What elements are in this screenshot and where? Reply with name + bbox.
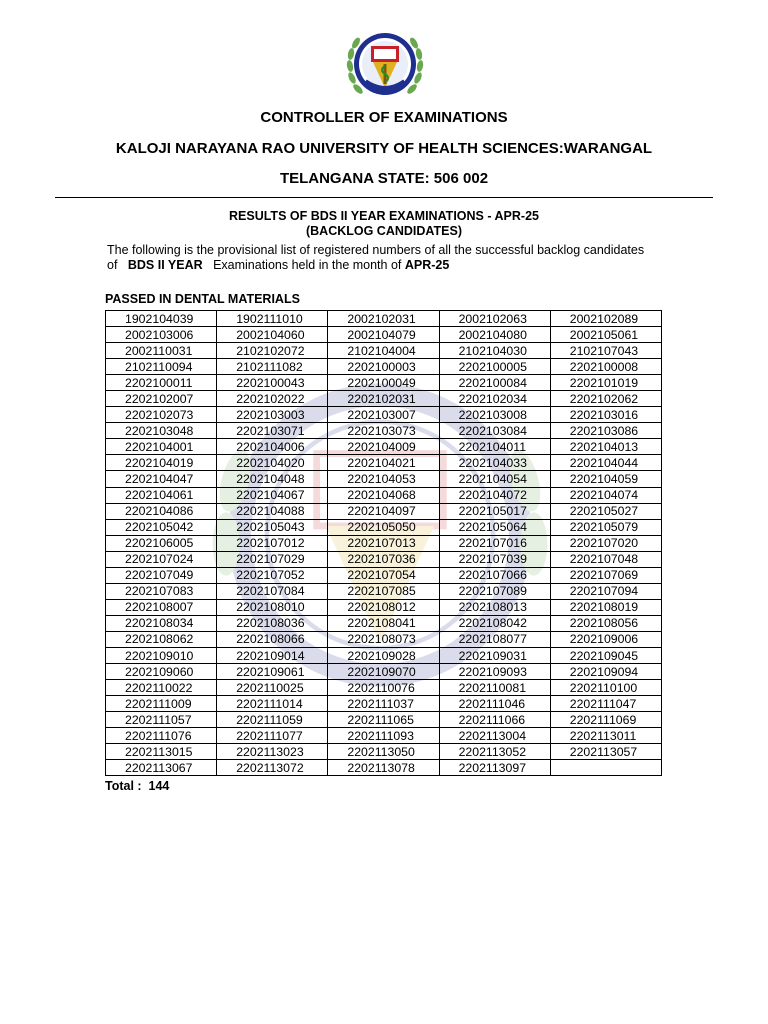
- course-name: BDS II YEAR: [127, 258, 203, 272]
- table-row: [106, 680, 662, 696]
- table-row: [106, 712, 662, 728]
- registration-number-cell: 2202110100: [550, 680, 661, 696]
- registration-number-cell: 2202104068: [328, 487, 439, 503]
- table-row: [106, 664, 662, 680]
- registration-number-cell: 2202104033: [439, 455, 550, 471]
- registration-number-cell: 2202110081: [439, 680, 550, 696]
- registration-number-cell: 2202113097: [439, 760, 550, 776]
- registration-number-cell: 2102111082: [217, 359, 328, 375]
- registration-number-cell: 2202113072: [217, 760, 328, 776]
- table-row: [106, 423, 662, 439]
- registration-number-cell: 2202109006: [550, 631, 661, 647]
- registration-number-cell: 2202105064: [439, 519, 550, 535]
- controller-title: CONTROLLER OF EXAMINATIONS: [260, 109, 508, 126]
- registration-number-cell: 2202108036: [217, 615, 328, 631]
- table-row: [106, 503, 662, 519]
- registration-number-cell: 2202111057: [106, 712, 217, 728]
- registration-number-cell: 2202103007: [328, 407, 439, 423]
- registered-numbers-table: [105, 310, 662, 776]
- table-row: [106, 744, 662, 760]
- registration-number-cell: 2002104080: [439, 327, 550, 343]
- registration-number-cell: 2202109093: [439, 664, 550, 680]
- registration-number-cell: 2002103006: [106, 327, 217, 343]
- registration-number-cell: 2202108042: [439, 615, 550, 631]
- registration-number-cell: 2202108034: [106, 615, 217, 631]
- registration-number-cell: 2202108077: [439, 631, 550, 647]
- registration-number-cell: 2202102062: [550, 391, 661, 407]
- table-row: [106, 696, 662, 712]
- registration-number-cell: 2202107048: [550, 551, 661, 567]
- registration-number-cell: 2202111065: [328, 712, 439, 728]
- registration-number-cell: 2202100049: [328, 375, 439, 391]
- registration-number-cell: 2202108007: [106, 599, 217, 615]
- registration-number-cell: 2202111093: [328, 728, 439, 744]
- table-row: [106, 647, 662, 663]
- registration-number-cell: 2202104019: [106, 455, 217, 471]
- registration-number-cell: 2202104020: [217, 455, 328, 471]
- registration-number-cell: 2102104030: [439, 343, 550, 359]
- table-row: [106, 343, 662, 359]
- registration-number-cell: 2202108013: [439, 599, 550, 615]
- registration-number-cell: 2202111046: [439, 696, 550, 712]
- registration-number-cell: 2202108010: [217, 599, 328, 615]
- registration-number-cell: 2202111069: [550, 712, 661, 728]
- intro-line-1: The following is the provisional list of registered numbers of all the successful backlog candidates: [107, 243, 645, 257]
- registration-number-cell: 2202108019: [550, 599, 661, 615]
- table-row: [106, 311, 662, 327]
- registration-number-cell: 2202105042: [106, 519, 217, 535]
- registration-number-cell: 2202107054: [328, 567, 439, 583]
- table-row: [106, 407, 662, 423]
- registration-number-cell: 2202104086: [106, 503, 217, 519]
- section-title: PASSED IN DENTAL MATERIALS: [105, 292, 300, 306]
- registration-number-cell: 2202110076: [328, 680, 439, 696]
- table-row: [106, 455, 662, 471]
- registration-number-cell: 2002102089: [550, 311, 661, 327]
- registration-number-cell: 2202105079: [550, 519, 661, 535]
- registration-number-cell: 2202102031: [328, 391, 439, 407]
- registration-number-cell: 2202104053: [328, 471, 439, 487]
- registration-number-cell: 2002105061: [550, 327, 661, 343]
- registration-number-cell: 2202100003: [328, 359, 439, 375]
- registration-number-cell: 2002110031: [106, 343, 217, 359]
- registration-number-cell: 2202109045: [550, 647, 661, 663]
- registration-number-cell: 2202107083: [106, 583, 217, 599]
- total-count: [105, 779, 169, 793]
- table-row: [106, 599, 662, 615]
- registration-number-cell: 2202104048: [217, 471, 328, 487]
- registration-number-cell: 2202111037: [328, 696, 439, 712]
- table-row: [106, 728, 662, 744]
- registration-number-cell: 2002102063: [439, 311, 550, 327]
- exam-month: APR-25: [404, 258, 450, 272]
- total-label: Total :: [105, 779, 142, 793]
- table-row: [106, 615, 662, 631]
- registration-number-cell: 2202111077: [217, 728, 328, 744]
- university-seal-logo: [343, 22, 427, 106]
- registration-number-cell: 2202102007: [106, 391, 217, 407]
- table-row: [106, 760, 662, 776]
- registration-number-cell: 2202101019: [550, 375, 661, 391]
- registration-number-cell: 2202100084: [439, 375, 550, 391]
- registration-number-cell: 2002102031: [328, 311, 439, 327]
- registration-number-cell: 2102104004: [328, 343, 439, 359]
- registration-number-cell: 2202105050: [328, 519, 439, 535]
- registration-number-cell: 2202104013: [550, 439, 661, 455]
- table-row: [106, 583, 662, 599]
- registration-number-cell: 2202109070: [328, 664, 439, 680]
- table-row: [106, 359, 662, 375]
- table-row: [106, 519, 662, 535]
- registration-number-cell: 2102102072: [217, 343, 328, 359]
- registration-number-cell: 2202103071: [217, 423, 328, 439]
- table-row: [106, 535, 662, 551]
- registration-number-cell: 2202107052: [217, 567, 328, 583]
- table-row: [106, 391, 662, 407]
- registration-number-cell: 2202100005: [439, 359, 550, 375]
- registration-number-cell: 2202104006: [217, 439, 328, 455]
- registration-number-cell: 2202108066: [217, 631, 328, 647]
- registration-number-cell: 2202113078: [328, 760, 439, 776]
- registration-number-cell: 2202113050: [328, 744, 439, 760]
- registration-number-cell: 2202104088: [217, 503, 328, 519]
- registration-number-cell: 2202104072: [439, 487, 550, 503]
- registration-number-cell: 2202113023: [217, 744, 328, 760]
- registration-number-cell: 2202108012: [328, 599, 439, 615]
- intro-paragraph: [107, 243, 707, 273]
- state-pincode: TELANGANA STATE: 506 002: [279, 170, 489, 187]
- registration-number-cell: 2202104059: [550, 471, 661, 487]
- registration-number-cell: 1902104039: [106, 311, 217, 327]
- registration-number-cell: 2202107089: [439, 583, 550, 599]
- registration-number-cell: 2202102022: [217, 391, 328, 407]
- registration-number-cell: 2202108073: [328, 631, 439, 647]
- registration-number-cell: 2202104097: [328, 503, 439, 519]
- header-divider: [55, 197, 713, 198]
- registration-number-cell: 2202108062: [106, 631, 217, 647]
- registration-number-cell: 2202109010: [106, 647, 217, 663]
- registration-number-cell: 2202113052: [439, 744, 550, 760]
- table-row: [106, 551, 662, 567]
- table-row: [106, 567, 662, 583]
- table-row: [106, 327, 662, 343]
- registration-number-cell: 2202103008: [439, 407, 550, 423]
- registration-number-cell: 2002104079: [328, 327, 439, 343]
- table-row: [106, 631, 662, 647]
- registration-number-cell: 1902111010: [217, 311, 328, 327]
- registration-number-cell: 2202103073: [328, 423, 439, 439]
- registration-number-cell: 2202100008: [550, 359, 661, 375]
- registration-number-cell: 2202107069: [550, 567, 661, 583]
- registration-number-cell: 2202103003: [217, 407, 328, 423]
- total-value: 144: [148, 779, 170, 793]
- registration-number-cell: 2202107084: [217, 583, 328, 599]
- registration-number-cell: 2202107094: [550, 583, 661, 599]
- registration-number-cell: 2202105017: [439, 503, 550, 519]
- registration-number-cell: 2202107012: [217, 535, 328, 551]
- registration-number-cell: 2202109031: [439, 647, 550, 663]
- results-heading: RESULTS OF BDS II YEAR EXAMINATIONS - APR-25: [229, 209, 539, 223]
- registration-number-cell: 2202113015: [106, 744, 217, 760]
- registration-number-cell: 2202104061: [106, 487, 217, 503]
- registration-number-cell: 2202107029: [217, 551, 328, 567]
- registration-number-cell: 2202109061: [217, 664, 328, 680]
- registration-number-cell: 2202107016: [439, 535, 550, 551]
- registration-number-cell: 2202111066: [439, 712, 550, 728]
- registration-number-cell: 2202107085: [328, 583, 439, 599]
- registration-number-cell: 2202104047: [106, 471, 217, 487]
- registration-number-cell: 2202108041: [328, 615, 439, 631]
- registration-number-cell: 2202100043: [217, 375, 328, 391]
- registration-number-cell: 2202104074: [550, 487, 661, 503]
- registration-number-cell: 2202110025: [217, 680, 328, 696]
- registration-number-cell: 2202109014: [217, 647, 328, 663]
- registration-number-cell: 2202104044: [550, 455, 661, 471]
- registration-number-cell: 2202103084: [439, 423, 550, 439]
- registration-number-cell: 2202113004: [439, 728, 550, 744]
- registration-number-cell: [550, 760, 661, 776]
- registration-number-cell: 2202109028: [328, 647, 439, 663]
- intro-of: of: [107, 258, 118, 272]
- table-row: [106, 487, 662, 503]
- registration-number-cell: 2202102073: [106, 407, 217, 423]
- registration-number-cell: 2202107024: [106, 551, 217, 567]
- registration-number-cell: 2202113011: [550, 728, 661, 744]
- registration-number-cell: 2202103086: [550, 423, 661, 439]
- registration-number-cell: 2202111059: [217, 712, 328, 728]
- registration-number-cell: 2202111076: [106, 728, 217, 744]
- registration-number-cell: 2202104009: [328, 439, 439, 455]
- table-row: [106, 375, 662, 391]
- registration-number-cell: 2202100011: [106, 375, 217, 391]
- registration-number-cell: 2202111014: [217, 696, 328, 712]
- registration-number-cell: 2202107066: [439, 567, 550, 583]
- registration-number-cell: 2102110094: [106, 359, 217, 375]
- registration-number-cell: 2202107036: [328, 551, 439, 567]
- registration-number-cell: 2202104011: [439, 439, 550, 455]
- university-name: KALOJI NARAYANA RAO UNIVERSITY OF HEALTH SCIENCES:WARANGAL: [115, 140, 653, 157]
- registration-number-cell: 2202104067: [217, 487, 328, 503]
- registration-number-cell: 2202111047: [550, 696, 661, 712]
- registration-number-cell: 2202109060: [106, 664, 217, 680]
- results-subheading: (BACKLOG CANDIDATES): [305, 224, 462, 238]
- registration-number-cell: 2202103048: [106, 423, 217, 439]
- registration-number-cell: 2002104060: [217, 327, 328, 343]
- registration-number-cell: 2202107020: [550, 535, 661, 551]
- intro-mid: Examinations held in the month of: [213, 258, 402, 272]
- results-table-body: [106, 311, 662, 776]
- registration-number-cell: 2202104054: [439, 471, 550, 487]
- registration-number-cell: 2202107013: [328, 535, 439, 551]
- registration-number-cell: 2202111009: [106, 696, 217, 712]
- registration-number-cell: 2202107039: [439, 551, 550, 567]
- registration-number-cell: 2202107049: [106, 567, 217, 583]
- registration-number-cell: 2202103016: [550, 407, 661, 423]
- registration-number-cell: 2202102034: [439, 391, 550, 407]
- registration-number-cell: 2202106005: [106, 535, 217, 551]
- registration-number-cell: 2202105043: [217, 519, 328, 535]
- registration-number-cell: 2202108056: [550, 615, 661, 631]
- registration-number-cell: 2202104001: [106, 439, 217, 455]
- table-row: [106, 439, 662, 455]
- registration-number-cell: 2102107043: [550, 343, 661, 359]
- registration-number-cell: 2202104021: [328, 455, 439, 471]
- registration-number-cell: 2202113067: [106, 760, 217, 776]
- registration-number-cell: 2202113057: [550, 744, 661, 760]
- registration-number-cell: 2202110022: [106, 680, 217, 696]
- registration-number-cell: 2202105027: [550, 503, 661, 519]
- table-row: [106, 471, 662, 487]
- registration-number-cell: 2202109094: [550, 664, 661, 680]
